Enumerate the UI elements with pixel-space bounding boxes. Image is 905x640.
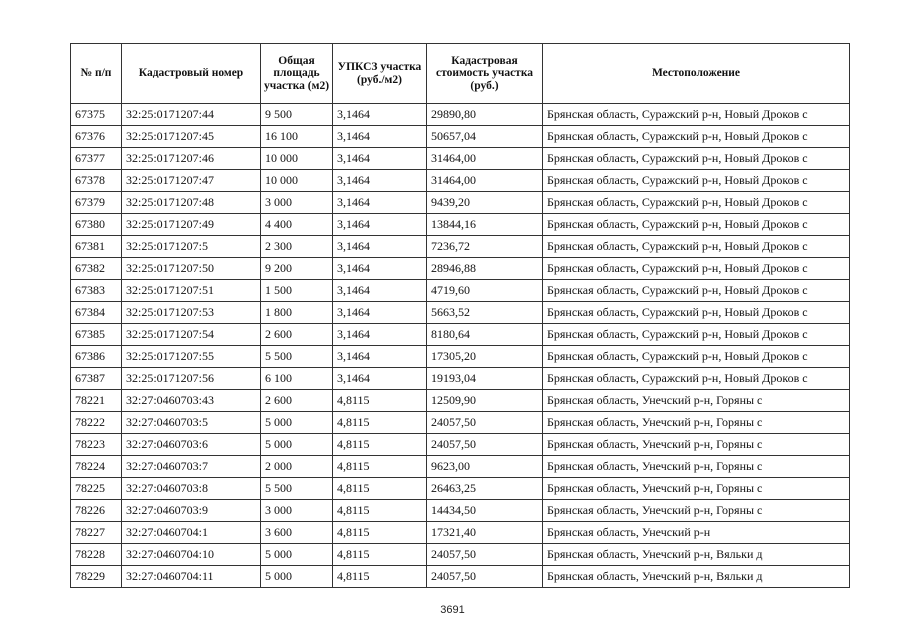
cell-cadastral-number: 32:25:0171207:56 bbox=[122, 368, 261, 390]
cell-location: Брянская область, Суражский р-н, Новый Дроков с bbox=[543, 258, 850, 280]
cell-cadastral-number: 32:25:0171207:45 bbox=[122, 126, 261, 148]
cell-area: 3 600 bbox=[261, 522, 333, 544]
cell-cadastral-number: 32:27:0460703:9 bbox=[122, 500, 261, 522]
table-row bbox=[71, 456, 850, 478]
cell-upksz: 3,1464 bbox=[333, 258, 427, 280]
cell-number: 67386 bbox=[71, 346, 122, 368]
cell-upksz: 3,1464 bbox=[333, 368, 427, 390]
cell-cadastral-number: 32:25:0171207:46 bbox=[122, 148, 261, 170]
cell-cadastral-number: 32:27:0460703:6 bbox=[122, 434, 261, 456]
cell-cadastral-number: 32:25:0171207:44 bbox=[122, 104, 261, 126]
cell-upksz: 4,8115 bbox=[333, 544, 427, 566]
table-row bbox=[71, 412, 850, 434]
cell-upksz: 3,1464 bbox=[333, 148, 427, 170]
cell-number: 67383 bbox=[71, 280, 122, 302]
cell-cadastral-value: 17305,20 bbox=[427, 346, 543, 368]
table-row bbox=[71, 126, 850, 148]
cell-number: 78224 bbox=[71, 456, 122, 478]
cell-upksz: 3,1464 bbox=[333, 280, 427, 302]
cell-location: Брянская область, Унечский р-н bbox=[543, 522, 850, 544]
table-row bbox=[71, 390, 850, 412]
cell-location: Брянская область, Суражский р-н, Новый Дроков с bbox=[543, 126, 850, 148]
table-row bbox=[71, 500, 850, 522]
cell-upksz: 4,8115 bbox=[333, 390, 427, 412]
cell-upksz: 4,8115 bbox=[333, 456, 427, 478]
cell-location: Брянская область, Унечский р-н, Горяны с bbox=[543, 412, 850, 434]
table-row bbox=[71, 280, 850, 302]
cell-number: 78227 bbox=[71, 522, 122, 544]
cell-cadastral-number: 32:25:0171207:48 bbox=[122, 192, 261, 214]
cell-area: 2 600 bbox=[261, 390, 333, 412]
cell-cadastral-value: 24057,50 bbox=[427, 544, 543, 566]
cell-cadastral-value: 19193,04 bbox=[427, 368, 543, 390]
table-row bbox=[71, 478, 850, 500]
cell-number: 67378 bbox=[71, 170, 122, 192]
cadastral-table bbox=[70, 43, 850, 588]
col-header-area: Общая площадь участка (м2) bbox=[261, 44, 333, 104]
cell-cadastral-number: 32:25:0171207:49 bbox=[122, 214, 261, 236]
col-header-cadastral-value: Кадастровая стоимость участка (руб.) bbox=[427, 44, 543, 104]
cell-cadastral-number: 32:25:0171207:55 bbox=[122, 346, 261, 368]
table-body bbox=[71, 104, 850, 588]
cell-area: 5 500 bbox=[261, 478, 333, 500]
cell-cadastral-number: 32:27:0460704:11 bbox=[122, 566, 261, 588]
cell-number: 67376 bbox=[71, 126, 122, 148]
table-row bbox=[71, 346, 850, 368]
cell-location: Брянская область, Суражский р-н, Новый Дроков с bbox=[543, 170, 850, 192]
cell-cadastral-number: 32:27:0460704:1 bbox=[122, 522, 261, 544]
cell-number: 67380 bbox=[71, 214, 122, 236]
cell-upksz: 3,1464 bbox=[333, 104, 427, 126]
cell-location: Брянская область, Суражский р-н, Новый Дроков с bbox=[543, 236, 850, 258]
cell-cadastral-value: 31464,00 bbox=[427, 170, 543, 192]
col-header-cadastral-number: Кадастровый номер bbox=[122, 44, 261, 104]
table-row bbox=[71, 236, 850, 258]
cell-cadastral-value: 8180,64 bbox=[427, 324, 543, 346]
cell-upksz: 4,8115 bbox=[333, 500, 427, 522]
cell-area: 10 000 bbox=[261, 170, 333, 192]
table-header-row bbox=[71, 44, 850, 104]
page-number: 3691 bbox=[440, 604, 465, 616]
table-row bbox=[71, 302, 850, 324]
cell-area: 5 000 bbox=[261, 544, 333, 566]
cell-area: 10 000 bbox=[261, 148, 333, 170]
cell-cadastral-number: 32:25:0171207:53 bbox=[122, 302, 261, 324]
table-row bbox=[71, 192, 850, 214]
cell-location: Брянская область, Унечский р-н, Горяны с bbox=[543, 390, 850, 412]
cell-location: Брянская область, Унечский р-н, Горяны с bbox=[543, 434, 850, 456]
cell-upksz: 4,8115 bbox=[333, 522, 427, 544]
cell-cadastral-value: 50657,04 bbox=[427, 126, 543, 148]
cell-upksz: 4,8115 bbox=[333, 478, 427, 500]
cell-upksz: 3,1464 bbox=[333, 126, 427, 148]
cell-number: 78222 bbox=[71, 412, 122, 434]
cell-area: 16 100 bbox=[261, 126, 333, 148]
cell-location: Брянская область, Унечский р-н, Горяны с bbox=[543, 500, 850, 522]
cell-area: 6 100 bbox=[261, 368, 333, 390]
table-row bbox=[71, 566, 850, 588]
cell-upksz: 4,8115 bbox=[333, 412, 427, 434]
cell-area: 5 000 bbox=[261, 434, 333, 456]
cell-upksz: 3,1464 bbox=[333, 192, 427, 214]
table-row bbox=[71, 324, 850, 346]
cell-cadastral-value: 4719,60 bbox=[427, 280, 543, 302]
cell-location: Брянская область, Унечский р-н, Вяльки д bbox=[543, 566, 850, 588]
col-header-upksz: УПКСЗ участка (руб./м2) bbox=[333, 44, 427, 104]
cell-location: Брянская область, Суражский р-н, Новый Дроков с bbox=[543, 192, 850, 214]
table-row bbox=[71, 148, 850, 170]
cell-cadastral-value: 17321,40 bbox=[427, 522, 543, 544]
cell-cadastral-number: 32:27:0460703:7 bbox=[122, 456, 261, 478]
cell-number: 78226 bbox=[71, 500, 122, 522]
cell-area: 9 200 bbox=[261, 258, 333, 280]
cell-upksz: 3,1464 bbox=[333, 346, 427, 368]
table-row bbox=[71, 104, 850, 126]
cell-number: 67385 bbox=[71, 324, 122, 346]
cell-cadastral-number: 32:25:0171207:51 bbox=[122, 280, 261, 302]
cell-number: 67381 bbox=[71, 236, 122, 258]
cell-upksz: 3,1464 bbox=[333, 214, 427, 236]
cell-cadastral-value: 9439,20 bbox=[427, 192, 543, 214]
cell-area: 1 500 bbox=[261, 280, 333, 302]
cell-area: 5 000 bbox=[261, 412, 333, 434]
cell-cadastral-value: 26463,25 bbox=[427, 478, 543, 500]
cell-location: Брянская область, Суражский р-н, Новый Дроков с bbox=[543, 148, 850, 170]
cell-number: 78225 bbox=[71, 478, 122, 500]
col-header-location: Местоположение bbox=[543, 44, 850, 104]
cell-cadastral-value: 24057,50 bbox=[427, 434, 543, 456]
cell-cadastral-number: 32:27:0460704:10 bbox=[122, 544, 261, 566]
cell-location: Брянская область, Суражский р-н, Новый Дроков с bbox=[543, 368, 850, 390]
cell-location: Брянская область, Суражский р-н, Новый Дроков с bbox=[543, 280, 850, 302]
cell-cadastral-number: 32:27:0460703:5 bbox=[122, 412, 261, 434]
table-row bbox=[71, 434, 850, 456]
cell-upksz: 3,1464 bbox=[333, 236, 427, 258]
cell-cadastral-value: 14434,50 bbox=[427, 500, 543, 522]
cell-number: 78228 bbox=[71, 544, 122, 566]
cell-area: 2 600 bbox=[261, 324, 333, 346]
cell-number: 67382 bbox=[71, 258, 122, 280]
cell-cadastral-value: 7236,72 bbox=[427, 236, 543, 258]
cell-cadastral-value: 29890,80 bbox=[427, 104, 543, 126]
cell-location: Брянская область, Унечский р-н, Горяны с bbox=[543, 456, 850, 478]
cell-number: 67387 bbox=[71, 368, 122, 390]
table-row bbox=[71, 170, 850, 192]
cell-location: Брянская область, Унечский р-н, Горяны с bbox=[543, 478, 850, 500]
cell-area: 4 400 bbox=[261, 214, 333, 236]
cell-number: 67375 bbox=[71, 104, 122, 126]
cell-location: Брянская область, Суражский р-н, Новый Дроков с bbox=[543, 214, 850, 236]
cell-number: 67384 bbox=[71, 302, 122, 324]
table-row bbox=[71, 544, 850, 566]
cell-cadastral-number: 32:27:0460703:43 bbox=[122, 390, 261, 412]
cell-number: 78223 bbox=[71, 434, 122, 456]
cell-location: Брянская область, Суражский р-н, Новый Дроков с bbox=[543, 346, 850, 368]
cell-area: 1 800 bbox=[261, 302, 333, 324]
cell-number: 78221 bbox=[71, 390, 122, 412]
cell-cadastral-value: 9623,00 bbox=[427, 456, 543, 478]
cell-cadastral-number: 32:27:0460703:8 bbox=[122, 478, 261, 500]
cell-area: 3 000 bbox=[261, 192, 333, 214]
cell-cadastral-value: 13844,16 bbox=[427, 214, 543, 236]
cell-upksz: 3,1464 bbox=[333, 324, 427, 346]
cell-cadastral-value: 24057,50 bbox=[427, 412, 543, 434]
cell-cadastral-number: 32:25:0171207:50 bbox=[122, 258, 261, 280]
cell-cadastral-number: 32:25:0171207:54 bbox=[122, 324, 261, 346]
cell-upksz: 3,1464 bbox=[333, 302, 427, 324]
cell-cadastral-value: 28946,88 bbox=[427, 258, 543, 280]
cell-cadastral-value: 24057,50 bbox=[427, 566, 543, 588]
table-row bbox=[71, 214, 850, 236]
table-row bbox=[71, 258, 850, 280]
cell-upksz: 4,8115 bbox=[333, 566, 427, 588]
cell-cadastral-number: 32:25:0171207:47 bbox=[122, 170, 261, 192]
cell-location: Брянская область, Суражский р-н, Новый Дроков с bbox=[543, 302, 850, 324]
col-header-number: № п/п bbox=[71, 44, 122, 104]
cell-number: 67377 bbox=[71, 148, 122, 170]
cell-location: Брянская область, Унечский р-н, Вяльки д bbox=[543, 544, 850, 566]
cell-area: 9 500 bbox=[261, 104, 333, 126]
cell-area: 2 300 bbox=[261, 236, 333, 258]
cell-number: 67379 bbox=[71, 192, 122, 214]
cell-cadastral-number: 32:25:0171207:5 bbox=[122, 236, 261, 258]
cell-area: 3 000 bbox=[261, 500, 333, 522]
table-row bbox=[71, 368, 850, 390]
cell-area: 2 000 bbox=[261, 456, 333, 478]
cell-area: 5 000 bbox=[261, 566, 333, 588]
cell-area: 5 500 bbox=[261, 346, 333, 368]
cell-cadastral-value: 12509,90 bbox=[427, 390, 543, 412]
cell-number: 78229 bbox=[71, 566, 122, 588]
cell-cadastral-value: 5663,52 bbox=[427, 302, 543, 324]
cell-location: Брянская область, Суражский р-н, Новый Дроков с bbox=[543, 104, 850, 126]
table-row bbox=[71, 522, 850, 544]
cell-upksz: 4,8115 bbox=[333, 434, 427, 456]
cell-location: Брянская область, Суражский р-н, Новый Дроков с bbox=[543, 324, 850, 346]
cell-upksz: 3,1464 bbox=[333, 170, 427, 192]
cell-cadastral-value: 31464,00 bbox=[427, 148, 543, 170]
